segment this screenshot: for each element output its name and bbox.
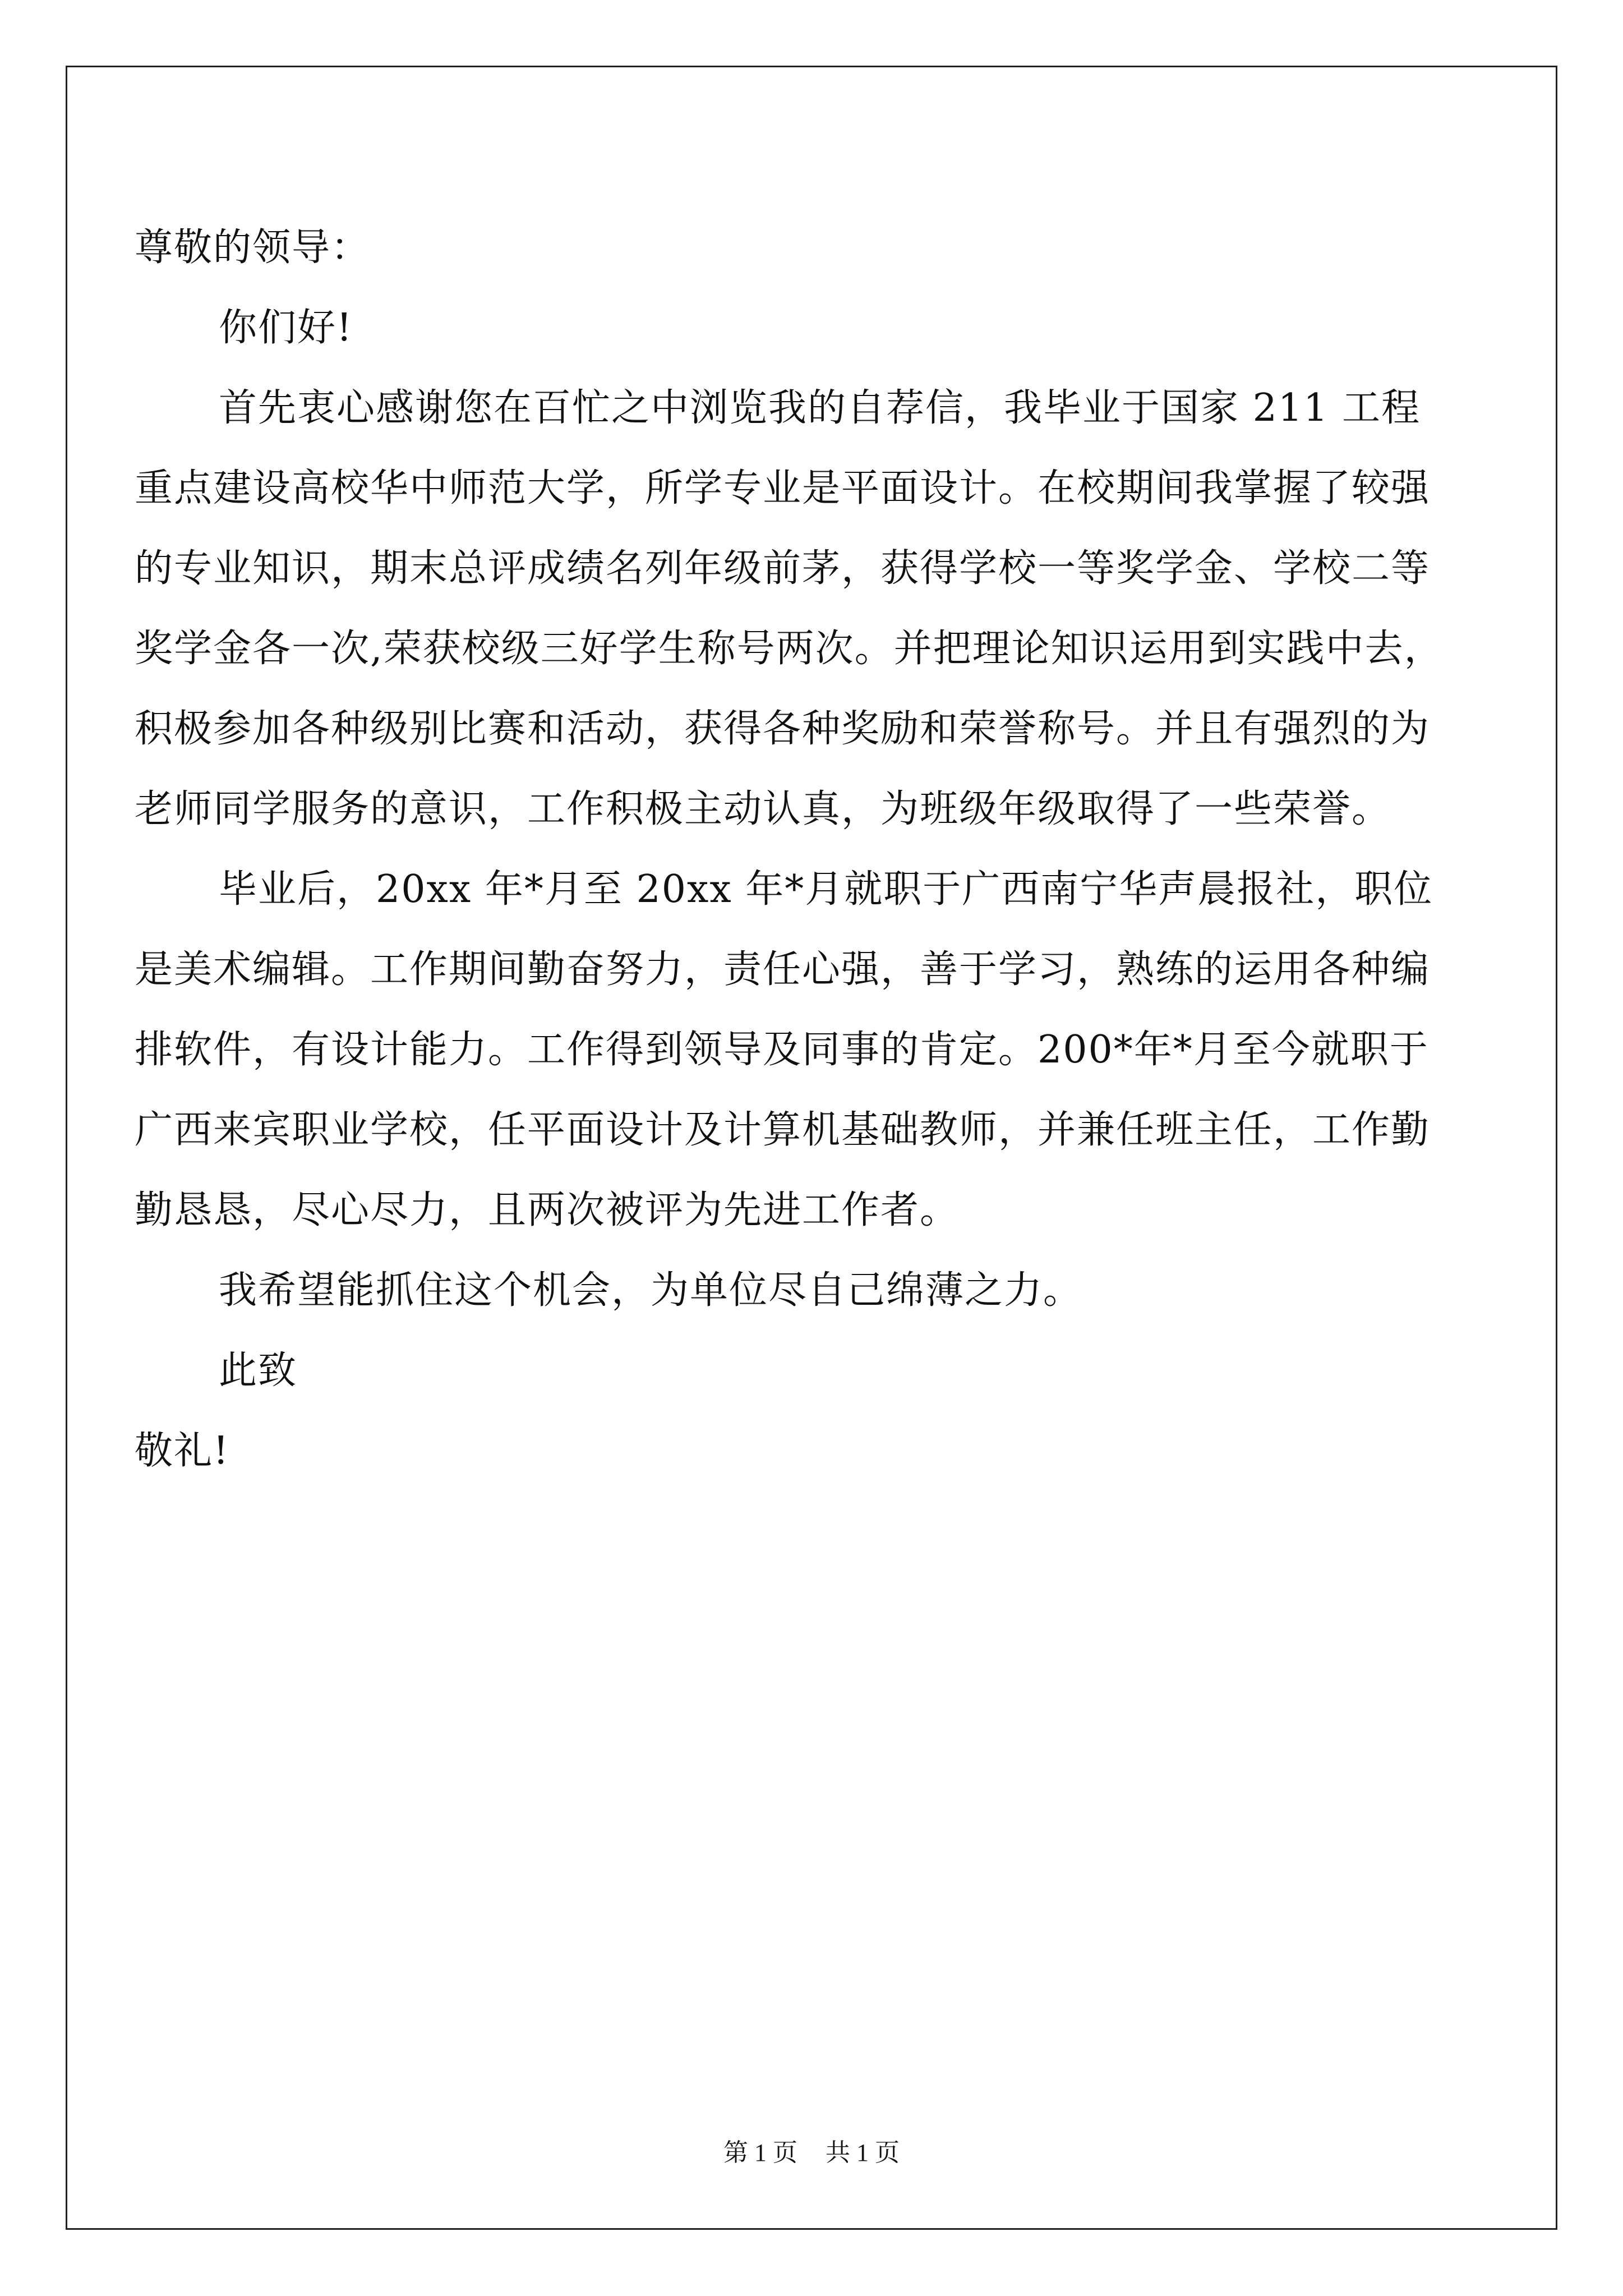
- page-number-current: 第 1 页: [723, 2139, 797, 2166]
- salutation: 尊敬的领导：: [135, 226, 371, 270]
- page-number-total: 共 1 页: [826, 2139, 900, 2166]
- paragraph-wish: 我希望能抓住这个机会，为单位尽自己绵薄之力。: [219, 1268, 1083, 1313]
- paragraph-education: 首先衷心感谢您在百忙之中浏览我的自荐信，我毕业于国家 211 工程重点建设高校华中师范大学，所学专业是平面设计。在校期间我掌握了较强的专业知识，期末总评成绩名列年级前茅，获得学校一等奖学金、学校二等奖学金各一次,荣获校级三好学生称号两次。并把理论知识运用到实践中去，积极参加各种级别比赛和活动，获得各种奖励和荣誉称号。并且有强烈的为老师同学服务的意识，工作积极主动认真，为班级年级取得了一些荣誉。: [135, 386, 1444, 831]
- paragraph-work-experience: 毕业后，20xx 年*月至 20xx 年*月就职于广西南宁华声晨报社，职位是美术编辑。工作期间勤奋努力，责任心强，善于学习，熟练的运用各种编排软件，有设计能力。工作得到领导及同事的肯定。200*年*月至今就职于广西来宾职业学校，任平面设计及计算机基础教师，并兼任班主任，工作勤勤恳恳，尽心尽力，且两次被评为先进工作者。: [135, 867, 1433, 1232]
- closing-ci-zhi: 此致: [219, 1349, 298, 1393]
- greeting: 你们好!: [219, 306, 353, 350]
- page-footer: [0, 2136, 1623, 2170]
- letter-body: [135, 208, 1458, 1491]
- closing-jing-li: 敬礼!: [135, 1429, 230, 1473]
